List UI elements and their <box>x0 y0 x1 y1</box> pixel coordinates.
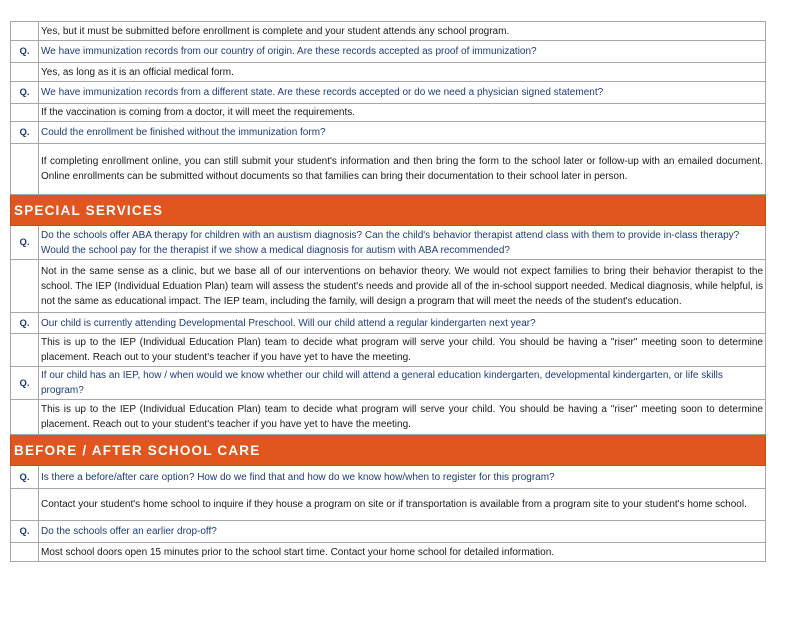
answer-text: Most school doors open 15 minutes prior to the school start time. Contact your home school for detailed information. <box>39 543 766 562</box>
question-marker: Q. <box>11 82 39 104</box>
question-row <box>11 466 766 489</box>
answer-text: This is up to the IEP (Individual Education Plan) team to decide what program will serve your child. You should be having a "riser" meeting soon to determine placement. Reach out to your student's teacher if you have yet to have the meeting. <box>39 334 766 367</box>
empty-cell <box>11 543 39 562</box>
question-text: Do the schools offer an earlier drop-off? <box>39 521 766 543</box>
question-row <box>11 122 766 144</box>
answer-row <box>11 144 766 195</box>
question-marker: Q. <box>11 122 39 144</box>
question-marker: Q. <box>11 521 39 543</box>
question-marker: Q. <box>11 367 39 400</box>
section-title: BEFORE / AFTER SCHOOL CARE <box>11 435 766 466</box>
section-header-row <box>11 435 766 466</box>
answer-row <box>11 63 766 82</box>
empty-cell <box>11 104 39 122</box>
question-row <box>11 41 766 63</box>
answer-text: If the vaccination is coming from a doctor, it will meet the requirements. <box>39 104 766 122</box>
answer-text: Yes, but it must be submitted before enrollment is complete and your student attends any school program. <box>39 22 766 41</box>
question-text: Could the enrollment be finished without the immunization form? <box>39 122 766 144</box>
answer-text: Yes, as long as it is an official medical form. <box>39 63 766 82</box>
section-header-row <box>11 195 766 226</box>
empty-cell <box>11 63 39 82</box>
section-title: SPECIAL SERVICES <box>11 195 766 226</box>
empty-cell <box>11 489 39 521</box>
question-text: We have immunization records from our country of origin. Are these records accepted as proof of immunization? <box>39 41 766 63</box>
question-text: Is there a before/after care option? How do we find that and how do we know how/when to register for this program? <box>39 466 766 489</box>
answer-row <box>11 400 766 435</box>
answer-text: Not in the same sense as a clinic, but we base all of our interventions on behavior theory. We would not expect families to bring their behavior therapist to the school. The IEP (Individual Eduation Plan) team will assess the student's needs and provide all of the in-school support needed. Medical diagnosis, while helpful, is not the same as educational impact. The IEP team, including the family, will design a program that will meet the needs of the student's education. <box>39 260 766 313</box>
empty-cell <box>11 334 39 367</box>
answer-text: Contact your student's home school to inquire if they house a program on site or if transportation is available from a program site to your student's home school. <box>39 489 766 521</box>
answer-row <box>11 543 766 562</box>
question-text: Do the schools offer ABA therapy for children with an austism diagnosis? Can the child's behavior therapist attend class with them to provide in-class therapy? Would the school pay for the therapist if we show a medical diagnosis for autism with ABA recommended? <box>39 226 766 260</box>
question-marker: Q. <box>11 466 39 489</box>
empty-cell <box>11 400 39 435</box>
question-marker: Q. <box>11 41 39 63</box>
question-row <box>11 521 766 543</box>
answer-row <box>11 22 766 41</box>
empty-cell <box>11 22 39 41</box>
faq-table <box>10 21 766 562</box>
question-marker: Q. <box>11 313 39 334</box>
question-row <box>11 82 766 104</box>
question-text: If our child has an IEP, how / when would we know whether our child will attend a general education kindergarten, developmental kindergarten, or life skills program? <box>39 367 766 400</box>
answer-row <box>11 489 766 521</box>
question-row <box>11 367 766 400</box>
answer-text: If completing enrollment online, you can still submit your student's information and then bring the form to the school later or follow-up with an emailed document. Online enrollments can be submitted without documents so that families can bring their documentation to their school later in person. <box>39 144 766 195</box>
empty-cell <box>11 260 39 313</box>
question-row <box>11 313 766 334</box>
question-text: Our child is currently attending Developmental Preschool. Will our child attend a regular kindergarten next year? <box>39 313 766 334</box>
answer-row <box>11 260 766 313</box>
question-row <box>11 226 766 260</box>
question-text: We have immunization records from a different state. Are these records accepted or do we need a physician signed statement? <box>39 82 766 104</box>
question-marker: Q. <box>11 226 39 260</box>
answer-text: This is up to the IEP (Individual Education Plan) team to decide what program will serve your child. You should be having a "riser" meeting soon to determine placement. Reach out to your student's teacher if you have yet to have the meeting. <box>39 400 766 435</box>
empty-cell <box>11 144 39 195</box>
answer-row <box>11 334 766 367</box>
answer-row <box>11 104 766 122</box>
